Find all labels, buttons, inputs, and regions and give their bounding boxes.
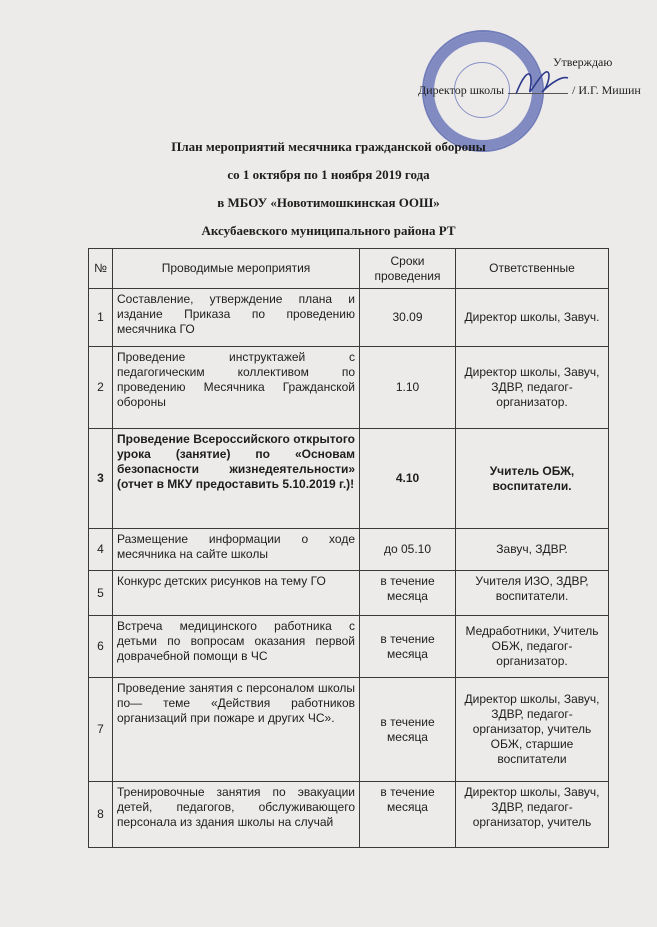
row-event: Проведение инструктажей с педагогическим коллективом по проведению Месячника Гражданской обороны <box>113 347 360 429</box>
row-event: Размещение информации о ходе месячника на сайте школы <box>113 529 360 571</box>
row-event: Тренировочные занятия по эвакуации детей, педагогов, обслуживающего персонала из здания школы на случай <box>113 782 360 848</box>
row-num: 3 <box>89 429 113 529</box>
row-resp: Директор школы, Завуч. <box>456 289 609 347</box>
page-title: План мероприятий месячника гражданской обороны <box>171 139 486 154</box>
row-num: 5 <box>89 571 113 616</box>
row-event: Встреча медицинского работника с детьми по вопросам оказания первой доврачебной помощи в ЧС <box>113 616 360 678</box>
row-resp: Директор школы, Завуч, ЗДВР, педагог-организатор. <box>456 347 609 429</box>
table-row <box>89 289 609 347</box>
row-term: в течение месяца <box>360 782 456 848</box>
header-term: Сроки проведения <box>360 249 456 289</box>
row-resp: Учителя ИЗО, ЗДВР, воспитатели. <box>456 571 609 616</box>
title-district: Аксубаевского муниципального района РТ <box>201 223 456 238</box>
approval-position: Директор школы <box>418 83 505 97</box>
row-num: 2 <box>89 347 113 429</box>
approved-label: Утверждаю <box>553 55 613 69</box>
row-term: в течение месяца <box>360 678 456 782</box>
table-row <box>89 782 609 848</box>
table-header-row <box>89 249 609 289</box>
events-table <box>88 248 609 848</box>
title-school: в МБОУ «Новотимошкинская ООШ» <box>217 195 440 210</box>
row-resp: Учитель ОБЖ, воспитатели. <box>456 429 609 529</box>
row-term: до 05.10 <box>360 529 456 571</box>
approval-line <box>418 83 641 98</box>
row-term: 1.10 <box>360 347 456 429</box>
row-num: 7 <box>89 678 113 782</box>
row-num: 8 <box>89 782 113 848</box>
row-num: 6 <box>89 616 113 678</box>
row-term: 30.09 <box>360 289 456 347</box>
header-event: Проводимые мероприятия <box>113 249 360 289</box>
row-term: 4.10 <box>360 429 456 529</box>
row-term: в течение месяца <box>360 571 456 616</box>
row-num: 4 <box>89 529 113 571</box>
row-event: Проведение Всероссийского открытого урока (занятие) по «Основам безопасности жизнедеятельности» (отчет в МКУ предоставить 5.10.2019 г.)! <box>113 429 360 529</box>
table-row <box>89 678 609 782</box>
row-resp: Директор школы, Завуч, ЗДВР, педагог-организатор, учитель <box>456 782 609 848</box>
table-row <box>89 347 609 429</box>
table-row <box>89 616 609 678</box>
table-row <box>89 529 609 571</box>
row-event: Составление, утверждение плана и издание Приказа по проведению месячника ГО <box>113 289 360 347</box>
header-resp: Ответственные <box>456 249 609 289</box>
row-event: Проведение занятия с персоналом школы по— теме «Действия работников организаций при пожаре и других ЧС». <box>113 678 360 782</box>
row-num: 1 <box>89 289 113 347</box>
row-term: в течение месяца <box>360 616 456 678</box>
table-row <box>89 571 609 616</box>
row-event: Конкурс детских рисунков на тему ГО <box>113 571 360 616</box>
header-num: № <box>89 249 113 289</box>
row-resp: Медработники, Учитель ОБЖ, педагог-организатор. <box>456 616 609 678</box>
row-resp: Завуч, ЗДВР. <box>456 529 609 571</box>
approval-signer: / И.Г. Мишин <box>572 83 641 97</box>
table-row <box>89 429 609 529</box>
signature-blank <box>508 93 568 94</box>
title-period: со 1 октября по 1 ноября 2019 года <box>227 167 430 182</box>
row-resp: Директор школы, Завуч, ЗДВР, педагог-организатор, учитель ОБЖ, старшие воспитатели <box>456 678 609 782</box>
